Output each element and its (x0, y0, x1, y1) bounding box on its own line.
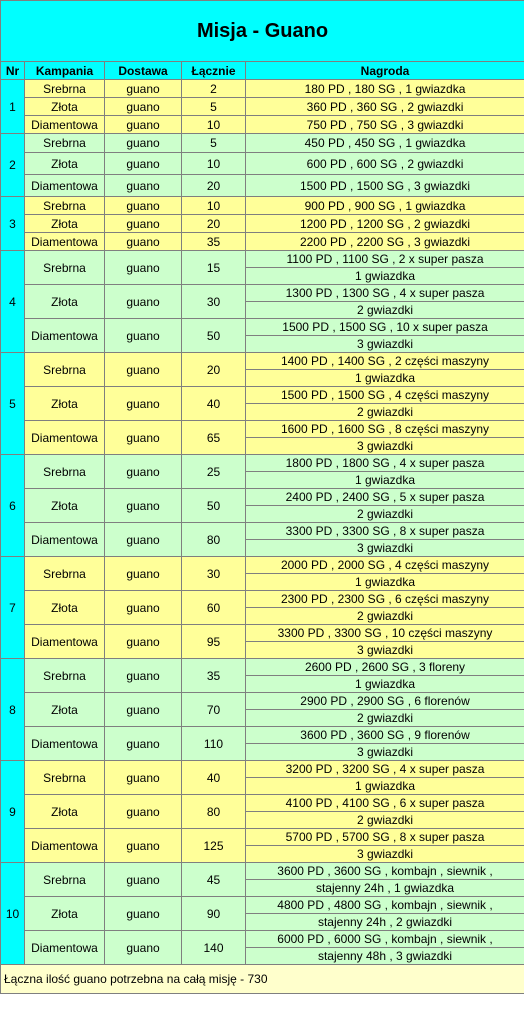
cell-kampania: Diamentowa (25, 727, 105, 761)
cell-kampania: Złota (25, 285, 105, 319)
table-row (1, 727, 524, 761)
cell-nagroda (246, 489, 524, 523)
cell-nagroda (246, 693, 524, 727)
col-header-nagroda: Nagroda (246, 62, 524, 80)
cell-dostawa: guano (105, 285, 182, 319)
reward-line: stajenny 24h , 2 gwiazdki (246, 913, 524, 930)
cell-kampania: Diamentowa (25, 175, 105, 197)
mission-number: 9 (1, 761, 25, 863)
cell-dostawa: guano (105, 829, 182, 863)
cell-lacznie: 2 (182, 80, 246, 98)
cell-kampania: Diamentowa (25, 421, 105, 455)
cell-dostawa: guano (105, 591, 182, 625)
cell-nagroda (246, 215, 524, 233)
mission-table-body (1, 80, 524, 965)
mission-number: 3 (1, 197, 25, 251)
cell-kampania: Złota (25, 591, 105, 625)
cell-nagroda (246, 175, 524, 197)
cell-dostawa: guano (105, 134, 182, 153)
reward-line: 1400 PD , 1400 SG , 2 części maszyny (280, 354, 490, 368)
cell-nagroda (246, 931, 524, 965)
cell-dostawa: guano (105, 795, 182, 829)
cell-kampania: Srebrna (25, 80, 105, 98)
cell-nagroda (246, 557, 524, 591)
cell-lacznie: 90 (182, 897, 246, 931)
reward-line: 2900 PD , 2900 SG , 6 florenów (300, 694, 470, 708)
cell-kampania: Diamentowa (25, 116, 105, 134)
cell-lacznie: 40 (182, 387, 246, 421)
reward-line: 6000 PD , 6000 SG , kombajn , siewnik , (277, 932, 493, 946)
cell-kampania: Srebrna (25, 659, 105, 693)
reward-line: 2000 PD , 2000 SG , 4 części maszyny (280, 558, 490, 572)
cell-lacznie: 20 (182, 353, 246, 387)
reward-line: 2200 PD , 2200 SG , 3 gwiazdki (299, 234, 471, 249)
cell-kampania: Złota (25, 489, 105, 523)
cell-lacznie: 125 (182, 829, 246, 863)
reward-line: 1500 PD , 1500 SG , 10 x super pasza (282, 320, 488, 334)
cell-dostawa: guano (105, 116, 182, 134)
cell-nagroda (246, 319, 524, 353)
reward-line: 2 gwiazdki (246, 403, 524, 420)
cell-dostawa: guano (105, 693, 182, 727)
cell-nagroda (246, 134, 524, 153)
cell-dostawa: guano (105, 523, 182, 557)
cell-nagroda (246, 251, 524, 285)
cell-lacznie: 45 (182, 863, 246, 897)
reward-line: 2 gwiazdki (246, 709, 524, 726)
cell-nagroda (246, 98, 524, 116)
col-header-lacznie: Łącznie (182, 62, 246, 80)
table-row (1, 829, 524, 863)
cell-dostawa: guano (105, 489, 182, 523)
cell-dostawa: guano (105, 215, 182, 233)
reward-line: stajenny 24h , 1 gwiazdka (246, 879, 524, 896)
cell-kampania: Srebrna (25, 863, 105, 897)
reward-line: 2400 PD , 2400 SG , 5 x super pasza (285, 490, 485, 504)
reward-line: 4100 PD , 4100 SG , 6 x super pasza (285, 796, 485, 810)
reward-line: 3 gwiazdki (246, 437, 524, 454)
table-row (1, 153, 524, 175)
cell-lacznie: 80 (182, 523, 246, 557)
reward-line: 1500 PD , 1500 SG , 3 gwiazdki (299, 178, 471, 193)
table-row (1, 197, 524, 215)
cell-kampania: Srebrna (25, 557, 105, 591)
reward-line: 180 PD , 180 SG , 1 gwiazdka (304, 81, 466, 96)
table-row (1, 80, 524, 98)
reward-line: 3300 PD , 3300 SG , 8 x super pasza (285, 524, 485, 538)
page-title: Misja - Guano (1, 1, 524, 62)
mission-number: 1 (1, 80, 25, 134)
reward-line: 3300 PD , 3300 SG , 10 części maszyny (277, 626, 493, 640)
cell-kampania: Diamentowa (25, 829, 105, 863)
cell-nagroda (246, 523, 524, 557)
reward-line: 2600 PD , 2600 SG , 3 floreny (304, 660, 466, 674)
reward-line: 3600 PD , 3600 SG , 9 florenów (300, 728, 470, 742)
cell-dostawa: guano (105, 80, 182, 98)
cell-kampania: Diamentowa (25, 931, 105, 965)
reward-line: 1 gwiazdka (246, 369, 524, 386)
reward-line: 2 gwiazdki (246, 811, 524, 828)
table-row (1, 761, 524, 795)
reward-line: 3200 PD , 3200 SG , 4 x super pasza (285, 762, 485, 776)
reward-line: 600 PD , 600 SG , 2 gwiazdki (306, 156, 464, 171)
cell-nagroda (246, 455, 524, 489)
cell-lacznie: 10 (182, 153, 246, 175)
table-row (1, 591, 524, 625)
col-header-nr: Nr (1, 62, 25, 80)
cell-kampania: Srebrna (25, 134, 105, 153)
footer-row (1, 965, 524, 994)
table-row (1, 98, 524, 116)
mission-number: 7 (1, 557, 25, 659)
cell-lacznie: 30 (182, 285, 246, 319)
reward-line: 5700 PD , 5700 SG , 8 x super pasza (285, 830, 485, 844)
cell-kampania: Diamentowa (25, 625, 105, 659)
cell-lacznie: 25 (182, 455, 246, 489)
table-row (1, 455, 524, 489)
reward-line: 1600 PD , 1600 SG , 8 części maszyny (280, 422, 490, 436)
cell-nagroda (246, 116, 524, 134)
cell-nagroda (246, 897, 524, 931)
mission-number: 6 (1, 455, 25, 557)
cell-lacznie: 10 (182, 197, 246, 215)
cell-dostawa: guano (105, 233, 182, 251)
reward-line: 3600 PD , 3600 SG , kombajn , siewnik , (277, 864, 493, 878)
reward-line: stajenny 48h , 3 gwiazdki (246, 947, 524, 964)
cell-kampania: Diamentowa (25, 233, 105, 251)
cell-nagroda (246, 421, 524, 455)
cell-dostawa: guano (105, 625, 182, 659)
reward-line: 1100 PD , 1100 SG , 2 x super pasza (286, 252, 484, 266)
reward-line: 360 PD , 360 SG , 2 gwiazdki (306, 99, 464, 114)
cell-dostawa: guano (105, 659, 182, 693)
cell-lacznie: 10 (182, 116, 246, 134)
cell-kampania: Srebrna (25, 197, 105, 215)
cell-kampania: Złota (25, 98, 105, 116)
cell-kampania: Srebrna (25, 761, 105, 795)
reward-line: 2 gwiazdki (246, 301, 524, 318)
reward-line: 1300 PD , 1300 SG , 4 x super pasza (285, 286, 485, 300)
reward-line: 1 gwiazdka (246, 573, 524, 590)
cell-kampania: Diamentowa (25, 319, 105, 353)
table-row (1, 795, 524, 829)
cell-dostawa: guano (105, 557, 182, 591)
cell-lacznie: 50 (182, 489, 246, 523)
reward-line: 3 gwiazdki (246, 641, 524, 658)
reward-line: 2 gwiazdki (246, 505, 524, 522)
cell-lacznie: 35 (182, 233, 246, 251)
cell-lacznie: 65 (182, 421, 246, 455)
cell-kampania: Srebrna (25, 455, 105, 489)
cell-nagroda (246, 795, 524, 829)
reward-line: 750 PD , 750 SG , 3 gwiazdki (306, 117, 464, 132)
col-header-dostawa: Dostawa (105, 62, 182, 80)
reward-line: 1800 PD , 1800 SG , 4 x super pasza (285, 456, 485, 470)
cell-lacznie: 95 (182, 625, 246, 659)
reward-line: 3 gwiazdki (246, 845, 524, 862)
mission-number: 2 (1, 134, 25, 197)
cell-lacznie: 50 (182, 319, 246, 353)
cell-lacznie: 110 (182, 727, 246, 761)
cell-lacznie: 20 (182, 215, 246, 233)
reward-line: 2 gwiazdki (246, 607, 524, 624)
cell-nagroda (246, 233, 524, 251)
cell-dostawa: guano (105, 897, 182, 931)
cell-lacznie: 40 (182, 761, 246, 795)
cell-dostawa: guano (105, 421, 182, 455)
cell-kampania: Diamentowa (25, 523, 105, 557)
cell-dostawa: guano (105, 727, 182, 761)
cell-dostawa: guano (105, 863, 182, 897)
cell-kampania: Złota (25, 215, 105, 233)
cell-nagroda (246, 591, 524, 625)
cell-kampania: Srebrna (25, 251, 105, 285)
table-row (1, 625, 524, 659)
cell-dostawa: guano (105, 153, 182, 175)
table-row (1, 285, 524, 319)
cell-lacznie: 15 (182, 251, 246, 285)
table-row (1, 659, 524, 693)
cell-nagroda (246, 80, 524, 98)
cell-dostawa: guano (105, 353, 182, 387)
cell-lacznie: 5 (182, 134, 246, 153)
cell-dostawa: guano (105, 251, 182, 285)
reward-line: 3 gwiazdki (246, 335, 524, 352)
table-row (1, 421, 524, 455)
cell-nagroda (246, 153, 524, 175)
cell-dostawa: guano (105, 761, 182, 795)
cell-kampania: Srebrna (25, 353, 105, 387)
col-header-kampania: Kampania (25, 62, 105, 80)
cell-nagroda (246, 285, 524, 319)
header-row (1, 62, 524, 80)
cell-nagroda (246, 625, 524, 659)
reward-line: 2300 PD , 2300 SG , 6 części maszyny (280, 592, 490, 606)
cell-lacznie: 35 (182, 659, 246, 693)
cell-dostawa: guano (105, 455, 182, 489)
cell-nagroda (246, 761, 524, 795)
table-row (1, 233, 524, 251)
cell-dostawa: guano (105, 387, 182, 421)
reward-line: 450 PD , 450 SG , 1 gwiazdka (304, 136, 466, 150)
cell-nagroda (246, 353, 524, 387)
cell-lacznie: 70 (182, 693, 246, 727)
reward-line: 3 gwiazdki (246, 743, 524, 760)
cell-kampania: Złota (25, 897, 105, 931)
mission-number: 5 (1, 353, 25, 455)
cell-lacznie: 30 (182, 557, 246, 591)
cell-nagroda (246, 829, 524, 863)
reward-line: 1 gwiazdka (246, 777, 524, 794)
reward-line: 1 gwiazdka (246, 471, 524, 488)
mission-number: 4 (1, 251, 25, 353)
table-row (1, 863, 524, 897)
cell-dostawa: guano (105, 98, 182, 116)
reward-line: 1500 PD , 1500 SG , 4 części maszyny (280, 388, 490, 402)
cell-lacznie: 140 (182, 931, 246, 965)
table-row (1, 489, 524, 523)
table-row (1, 251, 524, 285)
cell-nagroda (246, 387, 524, 421)
table-row (1, 557, 524, 591)
table-row (1, 897, 524, 931)
table-row (1, 134, 524, 153)
reward-line: 900 PD , 900 SG , 1 gwiazdka (304, 198, 466, 213)
cell-kampania: Złota (25, 387, 105, 421)
cell-dostawa: guano (105, 197, 182, 215)
cell-nagroda (246, 727, 524, 761)
cell-lacznie: 60 (182, 591, 246, 625)
table-row (1, 116, 524, 134)
cell-dostawa: guano (105, 931, 182, 965)
cell-nagroda (246, 659, 524, 693)
mission-number: 10 (1, 863, 25, 965)
table-row (1, 319, 524, 353)
table-row (1, 353, 524, 387)
table-row (1, 931, 524, 965)
cell-nagroda (246, 197, 524, 215)
cell-lacznie: 20 (182, 175, 246, 197)
cell-lacznie: 5 (182, 98, 246, 116)
cell-lacznie: 80 (182, 795, 246, 829)
reward-line: 1 gwiazdka (246, 267, 524, 284)
reward-line: 3 gwiazdki (246, 539, 524, 556)
cell-kampania: Złota (25, 153, 105, 175)
table-row (1, 215, 524, 233)
cell-kampania: Złota (25, 693, 105, 727)
table-row (1, 387, 524, 421)
cell-nagroda (246, 863, 524, 897)
reward-line: 4800 PD , 4800 SG , kombajn , siewnik , (277, 898, 493, 912)
cell-kampania: Złota (25, 795, 105, 829)
reward-line: 1 gwiazdka (246, 675, 524, 692)
reward-line: 1200 PD , 1200 SG , 2 gwiazdki (299, 216, 471, 231)
mission-number: 8 (1, 659, 25, 761)
cell-dostawa: guano (105, 319, 182, 353)
table-row (1, 523, 524, 557)
table-row (1, 175, 524, 197)
total-note: Łączna ilość guano potrzebna na całą misję - 730 (1, 965, 524, 994)
table-row (1, 693, 524, 727)
cell-dostawa: guano (105, 175, 182, 197)
